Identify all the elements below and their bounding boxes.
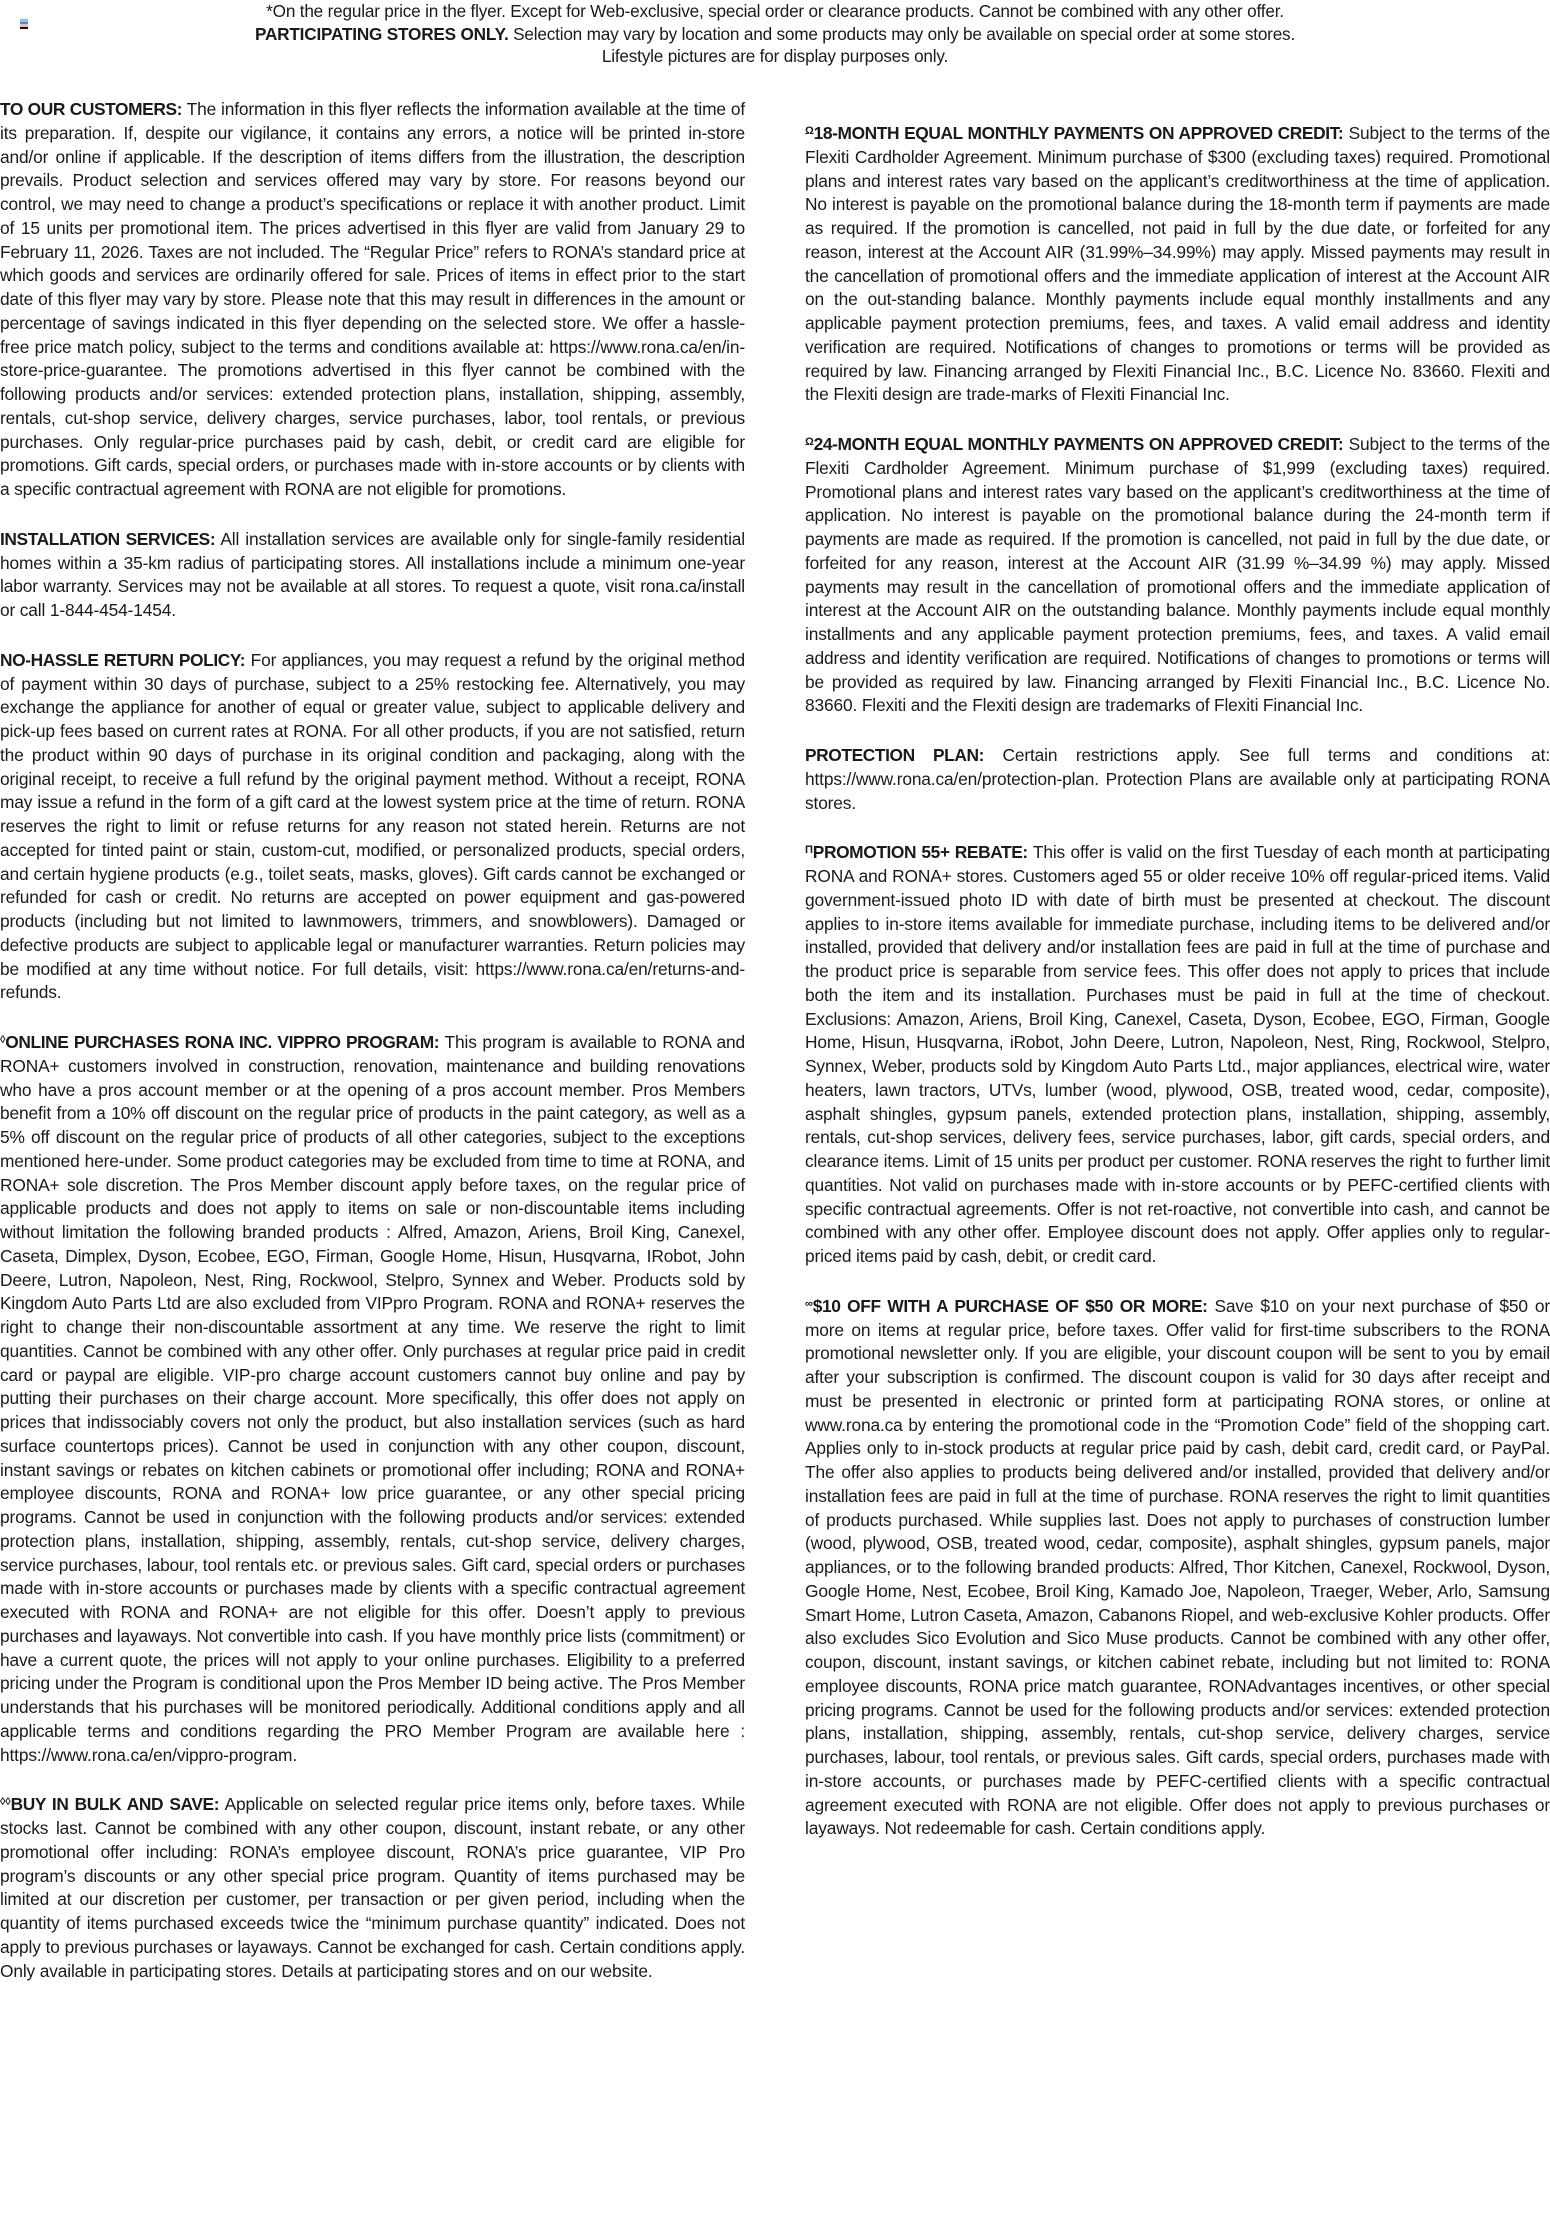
section-return-policy	[0, 647, 745, 1005]
section-title: PROMOTION 55+ REBATE:	[812, 842, 1028, 863]
section-body: Save $10 on your next purchase of $50 or more on items at regular price, before taxes. Offer valid for first-time subscribers to the RONA promotional newsletter only. If you are eligible, your discount coupon will be sent to you by email after your subscription is confirmed. The discount coupon is valid for 30 days after receipt and must be presented in electronic or printed form at participating RONA stores, or online at www.rona.ca by entering the promotional code in the “Promotion Code” field of the shopping cart. Applies only to in-stock products at regular price paid by cash, debit card, credit card, or PayPal. The offer also applies to products being delivered and/or installed, provided that delivery and/or installation fees are paid in full at the time of purchase. RONA reserves the right to limit quantities of products purchased. While supplies last. Does not apply to purchases of construction lumber (wood, plywood, OSB, treated wood, cedar, composite), asphalt shingles, gypsum panels, major appliances, or to the following branded products: Alfred, Thor Kitchen, Canexel, Rockwool, Dyson, Google Home, Nest, Ecobee, Broil King, Kamado Joe, Napoleon, Traeger, Weber, Arlo, Samsung Smart Home, Lutron Caseta, Amazon, Cabanons Riopel, and web-exclusive Kohler products. Offer also excludes Sico Evolution and Sico Muse products. Cannot be combined with any other offer, coupon, discount, instant savings, or kitchen cabinet rebate, including but not limited to: RONA employee discounts, RONA price match guarantee, RONAdvantages incentives, or other special pricing programs. Cannot be used for the following products and/or services: extended protection plans, installation, shipping, assembly, rentals, cut-shop service, delivery charges, service purchases, labour, tool rentals, or previous sales. Gift cards, special orders, purchases made with in-store accounts, or purchases made by PEFC-certified clients with a specific contractual agreement executed with RONA are not eligible. Offer does not apply to previous purchases or layaways. Not redeemable for cash. Certain conditions apply.	[805, 1295, 1550, 1839]
footnote-symbol: Π	[805, 844, 813, 857]
section-title: PROTECTION PLAN:	[805, 745, 984, 765]
section-title: BUY IN BULK AND SAVE:	[10, 1794, 220, 1815]
section-body: Certain restrictions apply. See full terms and conditions at: https://www.rona.ca/en/protection-plan. Protection Plans are available only at participating RONA stores.	[805, 745, 1550, 813]
flyer-disclaimer-header	[0, 0, 1550, 68]
section-buy-in-bulk	[0, 1791, 745, 1983]
section-55-plus-rebate	[805, 839, 1550, 1269]
section-body: Subject to the terms of the Flexiti Cardholder Agreement. Minimum purchase of $300 (excluding taxes) required. Promotional plans and interest rates vary based on the applicant’s creditworthiness at the time of application. No interest is payable on the promotional balance during the 18-month term if payments are made as required. If the promotion is cancelled, not paid in full by the due date, or forfeited for any reason, interest at the Account AIR (31.99%–34.99%) may apply. Missed payments may result in the cancellation of promotional offers and the immediate application of interest at the Account AIR on the out-standing balance. Monthly payments include equal monthly installments and any applicable payment protection premiums, fees, and taxes. A valid email address and identity verification are required. Notifications of changes to promotions or terms will be provided as required by law. Financing arranged by Flexiti Financial Inc., B.C. Licence No. 83660. Flexiti and the Flexiti design are trade-marks of Flexiti Financial Inc.	[805, 123, 1550, 405]
footnote-symbol: ◊◊	[0, 1796, 11, 1809]
header-line-1: *On the regular price in the flyer. Except for Web-exclusive, special order or clearance products. Cannot be combined with any other offer.	[266, 1, 1284, 21]
section-body: This program is available to RONA and RONA+ customers involved in construction, renovation, maintenance and building renovations who have a pros account member or at the opening of a pros account member. Pros Members benefit from a 10% off discount on the regular price of products in the paint category, as well as a 5% off discount on the regular price of products of all other categories, subject to the exceptions mentioned here-under. Some product categories may be excluded from time to time at RONA, and RONA+ sole discretion. The Pros Member discount apply before taxes, on the regular price of applicable products and does not apply to items on sale or non-discountable items including without limitation the following branded products : Alfred, Amazon, Ariens, Broil King, Canexel, Caseta, Dimplex, Dyson, Ecobee, EGO, Firman, Google Home, Hisun, Husqvarna, IRobot, John Deere, Lutron, Napoleon, Nest, Ring, Rockwool, Stelpro, Synnex and Weber. Products sold by Kingdom Auto Parts Ltd are also excluded from VIPpro Program. RONA and RONA+ reserves the right to change their non-discountable assortment at any time. We reserve the right to limit quantities. Cannot be combined with any other offer. Only purchases at regular price paid in credit card or paypal are eligible. VIP-pro charge account customers cannot buy online and pay by putting their purchases on their charge account. More specifically, this offer does not apply on prices that indissociably covers not only the product, but also installation services (such as hard surface countertops prices). Cannot be used in conjunction with any other coupon, discount, instant savings or rebates on kitchen cabinets or promotional offer including; RONA and RONA+ employee discounts, RONA and RONA+ low price guarantee, or any other special pricing programs. Cannot be used in conjunction with the following products and/or services: extended protection plans, installation, shipping, assembly, rentals, cut-shop service, delivery charges, service purchases, labour, tool rentals etc. or previous sales. Gift card, special orders or purchases made with in-store accounts or purchases made by clients with a specific contractual agreement executed with RONA and RONA+ are not eligible for this offer. Doesn’t apply to previous purchases and layaways. Not convertible into cash. If you have monthly price lists (commitment) or have a current quote, the prices will not apply to your online purchases. Eligibility to a preferred pricing under the Program is conditional upon the Pros Member ID being active. The Pros Member understands that his purchases will be monitored periodically. Additional conditions apply and all applicable terms and conditions regarding the PRO Member Program are available here : https://www.rona.ca/en/vippro-program.	[0, 1032, 745, 1765]
header-line-2-bold: PARTICIPATING STORES ONLY.	[254, 23, 509, 44]
section-title: NO-HASSLE RETURN POLICY:	[0, 649, 246, 670]
section-body: All installation services are available only for single-family residential homes within a 35-km radius of participating stores. All installations include a minimum one-year labor warranty. Services may not be available at all stores. To request a quote, visit rona.ca/install or call 1-844-454-1454.	[0, 528, 746, 620]
header-line-3: Lifestyle pictures are for display purposes only.	[601, 46, 949, 67]
section-body: The information in this flyer reflects the information available at the time of its preparation. If, despite our vigilance, it contains any errors, a notice will be printed in-store and/or online if applicable. If the description of items differs from the illustration, the description prevails. Product selection and services offered may vary by store. For reasons beyond our control, we may need to change a product’s specifications or replace it with another product. Limit of 15 units per promotional item. The prices advertised in this flyer are valid from January 29 to February 11, 2026. Taxes are not included. The “Regular Price” refers to RONA’s standard price at which goods and services are ordinarily offered for sale. Prices of items in effect prior to the start date of this flyer may vary by store. Please note that this may result in differences in the amount or percentage of savings indicated in this flyer depending on the selected store. We offer a hassle-free price match policy, subject to the terms and conditions available at: https://www.rona.ca/en/in-store-price-guarantee. The promotions advertised in this flyer cannot be combined with the following products and/or services: extended protection plans, installation, shipping, assembly, rentals, cut-shop service, delivery charges, service purchases, labor, tool rentals, or previous purchases. Only regular-price purchases paid by cash, debit, or credit card are eligible for promotions. Gift cards, special orders, or purchases made with in-store accounts or by clients with a specific contractual agreement with RONA are not eligible for promotions.	[0, 99, 745, 499]
section-body: This offer is valid on the first Tuesday of each month at participating RONA and RONA+ stores. Customers aged 55 or older receive 10% off regular-priced items. Valid government-issued photo ID with date of birth must be presented at checkout. The discount applies to in-store items available for immediate purchase, including items to be delivered and/or installed, provided that delivery and/or installation fees are paid in full at the time of purchase and the product price is separable from service fees. This offer does not apply to prices that include both the item and its installation. Purchases must be paid in full at the time of checkout. Exclusions: Amazon, Ariens, Broil King, Canexel, Caseta, Dyson, Ecobee, EGO, Firman, Google Home, Hisun, Husqvarna, iRobot, John Deere, Lutron, Napoleon, Nest, Ring, Rockwool, Stelpro, Synnex, Weber, products sold by Kingdom Auto Parts Ltd., major appliances, electrical wire, water heaters, lawn tractors, UTVs, lumber (wood, plywood, OSB, treated wood, cedar, composite), asphalt shingles, gypsum panels, extended protection plans, installation, shipping, assembly, rentals, cut-shop services, delivery fees, service purchases, labor, gift cards, special orders, and clearance items. Limit of 15 units per product per customer. RONA reserves the right to further limit quantities. Not valid on purchases made with in-store accounts or by PEFC-certified clients with specific contractual agreements. Offer is not ret-roactive, not convertible into cash, and cannot be combined with any other offer. Employee discount does not apply. Offer applies only to regular-priced items paid by cash, debit, or credit card.	[805, 842, 1550, 1266]
section-vippro-program	[0, 1029, 745, 1767]
section-title: ONLINE PURCHASES RONA INC. VIPPRO PROGRAM:	[5, 1032, 440, 1052]
section-10-off-newsletter	[805, 1293, 1550, 1841]
footnote-symbol: Ω	[805, 436, 814, 448]
right-column	[805, 120, 1550, 1865]
section-title: TO OUR CUSTOMERS:	[0, 99, 182, 119]
section-protection-plan	[805, 742, 1550, 815]
header-line-2-rest: Selection may vary by location and some products may only be available on special order at some stores.	[508, 23, 1296, 44]
section-title: INSTALLATION SERVICES:	[0, 528, 216, 549]
section-24-month-payments	[805, 431, 1550, 718]
header-line-2	[0, 23, 1550, 46]
section-title: $10 OFF WITH A PURCHASE OF $50 OR MORE:	[812, 1295, 1208, 1316]
left-column	[0, 96, 745, 2007]
footnote-symbol: ◊	[0, 1034, 6, 1046]
section-body: For appliances, you may request a refund by the original method of payment within 30 days of purchase, subject to a 25% restocking fee. Alternatively, you may exchange the appliance for another of equal or greater value, subject to applicable delivery and pick-up fees based on current rates at RONA. For all other products, if you are not satisfied, return the product within 90 days of purchase in its original condition and packaging, along with the original receipt, to receive a full refund by the original payment method. Without a receipt, RONA may issue a refund in the form of a gift card at the lowest system price at the time of return. RONA reserves the right to limit or refuse returns for any reason not stated herein. Returns are not accepted for tinted paint or stain, custom-cut, modified, or personalized products, special orders, and certain hygiene products (e.g., toilet seats, masks, gloves). Gift cards cannot be exchanged or refunded for cash or credit. No returns are accepted on power equipment and gas-powered products (including but not limited to lawnmowers, trimmers, and snowblowers). Damaged or defective products are subject to applicable legal or manufacturer warranties. Return policies may be modified at any time without notice. For full details, visit: https://www.rona.ca/en/returns-and-refunds.	[0, 649, 745, 1003]
footnote-symbol: ∞	[805, 1297, 813, 1310]
section-to-our-customers	[0, 96, 745, 502]
section-title: 18-MONTH EQUAL MONTHLY PAYMENTS ON APPROVED CREDIT:	[813, 123, 1344, 143]
section-installation-services	[0, 526, 745, 623]
section-body: Subject to the terms of the Flexiti Cardholder Agreement. Minimum purchase of $1,999 (excluding taxes) required. Promotional plans and interest rates vary based on the applicant’s creditworthiness at the time of application. No interest is payable on the promotional balance during the 24-month term if payments are made as required. If the promotion is cancelled, not paid in full by the due date, or forfeited for any reason, interest at the Account AIR (31.99 %–34.99 %) may apply. Missed payments may result in the cancellation of promotional offers and the immediate application of interest at the Account AIR on the outstanding balance. Monthly payments include equal monthly installments and any applicable payment protection premiums, fees, and taxes. A valid email address and identity verification are required. Notifications of changes to promotions or terms will be provided as required by law. Financing arranged by Flexiti Financial Inc., B.C. Licence No. 83660. Flexiti and the Flexiti design are trademarks of Flexiti Financial Inc.	[805, 434, 1550, 716]
section-title: 24-MONTH EQUAL MONTHLY PAYMENTS ON APPROVED CREDIT:	[813, 434, 1344, 454]
footnote-symbol: Ω	[805, 125, 814, 137]
section-body: Applicable on selected regular price items only, before taxes. While stocks last. Cannot be combined with any other coupon, discount, instant rebate, or any other promotional offer including: RONA’s employee discount, RONA’s price guarantee, VIP Pro program’s discounts or any other special price program. Quantity of items purchased may be limited at our discretion per customer, per transaction or per given period, including when the quantity of items purchased exceeds twice the “minimum purchase quantity” indicated. Does not apply to previous purchases or layaways. Cannot be exchanged for cash. Certain conditions apply. Only available in participating stores. Details at participating stores and on our website.	[0, 1794, 745, 1981]
section-18-month-payments	[805, 120, 1550, 407]
